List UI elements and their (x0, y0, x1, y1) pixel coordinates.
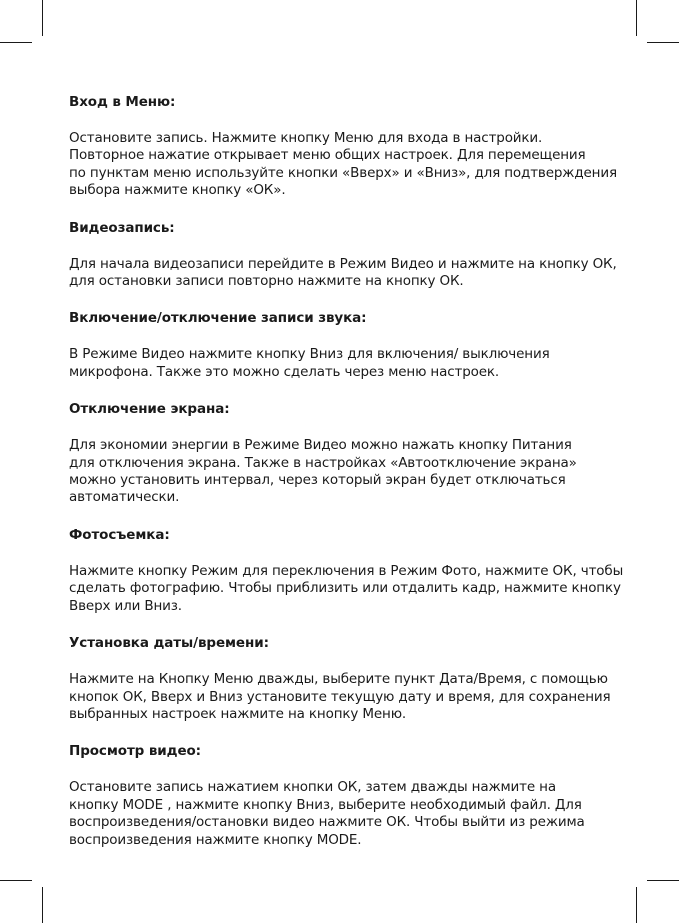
section-text (69, 256, 625, 291)
section-video-playback (69, 742, 625, 849)
section-text (69, 563, 625, 615)
section-heading: Фотосъемка: (69, 526, 170, 543)
section-sound-recording (69, 309, 625, 381)
text-line: выбора нажмите кнопку «ОК». (69, 182, 286, 199)
text-line: кнопок ОК, Вверх и Вниз установите текущую дату и время, для сохранения (69, 688, 611, 705)
crop-mark (0, 880, 32, 881)
crop-mark (636, 887, 637, 923)
text-line: для остановки записи повторно нажмите на кнопку ОК. (69, 273, 464, 290)
text-line: Вверх или Вниз. (69, 597, 182, 614)
crop-mark (636, 0, 637, 36)
text-line: для отключения экрана. Также в настройках «Автоотключение экрана» (69, 454, 577, 471)
section-screen-off (69, 400, 625, 507)
text-line: Нажмите на Кнопку Меню дважды, выберите пункт Дата/Время, с помощью (69, 671, 608, 688)
section-heading: Включение/отключение записи звука: (69, 310, 367, 327)
section-text (69, 779, 625, 849)
text-line: кнопку MODE , нажмите кнопку Вниз, выберите необходимый файл. Для (69, 796, 582, 813)
section-video-recording (69, 219, 625, 291)
text-line: Остановите запись нажатием кнопки ОК, затем дважды нажмите на (69, 779, 556, 796)
text-line: по пунктам меню используйте кнопки «Вверх» и «Вниз», для подтверждения (69, 164, 617, 181)
text-line: сделать фотографию. Чтобы приблизить или отдалить кадр, нажмите кнопку (69, 580, 621, 597)
section-heading: Просмотр видео: (69, 743, 201, 760)
section-heading: Отключение экрана: (69, 401, 230, 418)
text-line: автоматически. (69, 489, 180, 506)
instructions-document (69, 93, 625, 868)
section-text (69, 437, 625, 507)
text-line: микрофона. Также это можно сделать через меню настроек. (69, 363, 500, 380)
section-menu-entry (69, 93, 625, 200)
text-line: Нажмите кнопку Режим для переключения в Режим Фото, нажмите ОК, чтобы (69, 562, 624, 579)
text-line: Остановите запись. Нажмите кнопку Меню для входа в настройки. (69, 130, 543, 146)
crop-mark (0, 42, 32, 43)
section-date-time (69, 634, 625, 723)
text-line: Для начала видеозаписи перейдите в Режим Видео и нажмите на кнопку ОК, (69, 255, 617, 272)
section-photo (69, 526, 625, 615)
text-line: можно установить интервал, через который экран будет отключаться (69, 472, 566, 489)
text-line: воспроизведения нажмите кнопку MODE. (69, 831, 362, 848)
text-line: Для экономии энергии в Режиме Видео можно нажать кнопку Питания (69, 437, 572, 454)
text-line: выбранных настроек нажмите на кнопку Меню. (69, 705, 407, 722)
text-line: В Режиме Видео нажмите кнопку Вниз для включения/ выключения (69, 346, 550, 363)
crop-mark (647, 880, 679, 881)
text-line: Повторное нажатие открывает меню общих настроек. Для перемещения (69, 147, 586, 164)
section-heading: Вход в Меню: (69, 94, 176, 110)
text-line: воспроизведения/остановки видео нажмите ОК. Чтобы выйти из режима (69, 814, 585, 831)
section-text (69, 130, 625, 200)
section-text (69, 346, 625, 381)
crop-mark (42, 0, 43, 36)
crop-mark (647, 42, 679, 43)
section-text (69, 671, 625, 723)
crop-mark (42, 887, 43, 923)
section-heading: Видеозапись: (69, 219, 175, 236)
section-heading: Установка даты/времени: (69, 635, 269, 652)
